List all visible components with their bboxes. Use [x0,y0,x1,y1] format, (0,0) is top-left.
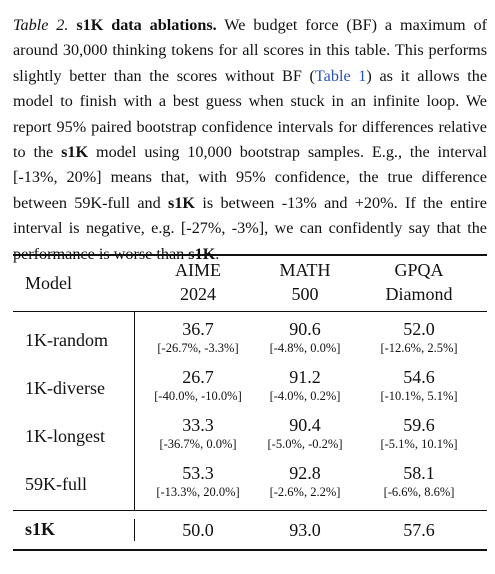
header-aime [148,258,248,306]
cell-interval: [-26.7%, -3.3%] [157,341,239,355]
table-cell [255,414,355,452]
caption-text-2: ) as it allows the model to finish with a best guess when stuck in an infinite loop. We report 95% paired bootstrap confidence intervals for differences relative to the [13,66,488,162]
table-cell [364,414,474,452]
cell-interval: [-2.6%, 2.2%] [269,485,341,499]
table-caption [13,13,487,267]
final-aime: 50.0 [182,520,214,540]
cell-interval: [-6.6%, 8.6%] [383,485,455,499]
table-cell [364,462,474,500]
cell-value: 59.6 [403,415,435,435]
table-cell [255,318,355,356]
cell-value: 58.1 [403,463,435,483]
caption-model-bold-2: s1K [168,193,196,212]
header-gpqa-line2: Diamond [385,284,453,304]
caption-title: s1K data ablations. [76,16,217,34]
cell-interval: [-36.7%, 0.0%] [159,437,237,451]
cell-value: 54.6 [403,367,435,387]
row-model: 1K-random [25,330,108,350]
final-row-model: s1K [25,519,56,539]
table-cell [143,366,253,404]
table-cell [143,462,253,500]
cell-interval: [-12.6%, 2.5%] [380,341,458,355]
table-cell [364,318,474,356]
table-top-rule [13,254,487,256]
cell-value: 52.0 [403,319,435,339]
table-bottom-rule [13,549,487,551]
cell-value: 92.8 [289,463,321,483]
cell-value: 91.2 [289,367,321,387]
cell-interval: [-13.3%, 20.0%] [156,485,240,499]
caption-label: Table 2. [13,16,69,34]
row-model: 1K-diverse [25,378,105,398]
table-1-link[interactable]: Table 1 [314,66,367,85]
header-gpqa [364,258,474,306]
column-divider [134,311,135,510]
final-column-divider [134,519,135,541]
final-math: 93.0 [289,520,321,540]
cell-interval: [-5.0%, -0.2%] [267,437,343,451]
caption-text-4: is between -13% and +20%. If the entire interval is negative, e.g. [-27%, -3%], we can confidently say that the [13,193,487,238]
row-model: 59K-full [25,474,87,494]
cell-interval: [-4.0%, 0.2%] [269,389,341,403]
cell-value: 26.7 [182,367,214,387]
cell-value: 33.3 [182,415,214,435]
header-model: Model [25,273,72,293]
cell-interval: [-4.8%, 0.0%] [269,341,341,355]
cell-value: 90.4 [289,415,321,435]
row-model: 1K-longest [25,426,105,446]
header-math-line2: 500 [291,284,319,304]
final-gpqa: 57.6 [403,520,435,540]
table-cell [143,414,253,452]
final-row-rule [13,510,487,511]
cell-interval: [-10.1%, 5.1%] [380,389,458,403]
header-rule [13,311,487,312]
header-aime-line2: 2024 [180,284,216,304]
header-aime-line1: AIME [175,260,221,280]
cell-interval: [-5.1%, 10.1%] [380,437,458,451]
header-gpqa-line1: GPQA [394,260,444,280]
caption-text-3: model using 10,000 bootstrap samples. E.g., the interval [-13%, 20%] means that, with 95% confidence, the true difference between 59K-full and [13,143,487,212]
table-cell [143,318,253,356]
table-cell [255,366,355,404]
header-math-line1: MATH [279,260,331,280]
caption-model-bold: s1K [61,143,89,162]
header-math [255,258,355,306]
cell-value: 53.3 [182,463,214,483]
cell-interval: [-40.0%, -10.0%] [154,389,242,403]
cell-value: 90.6 [289,319,321,339]
table-cell [364,366,474,404]
caption-text-1: We budget force (BF) a maximum of around 30,000 thinking tokens for all scores in this table. This performs slightly better than the scores without BF ( [13,16,487,85]
cell-value: 36.7 [182,319,214,339]
table-cell [255,462,355,500]
